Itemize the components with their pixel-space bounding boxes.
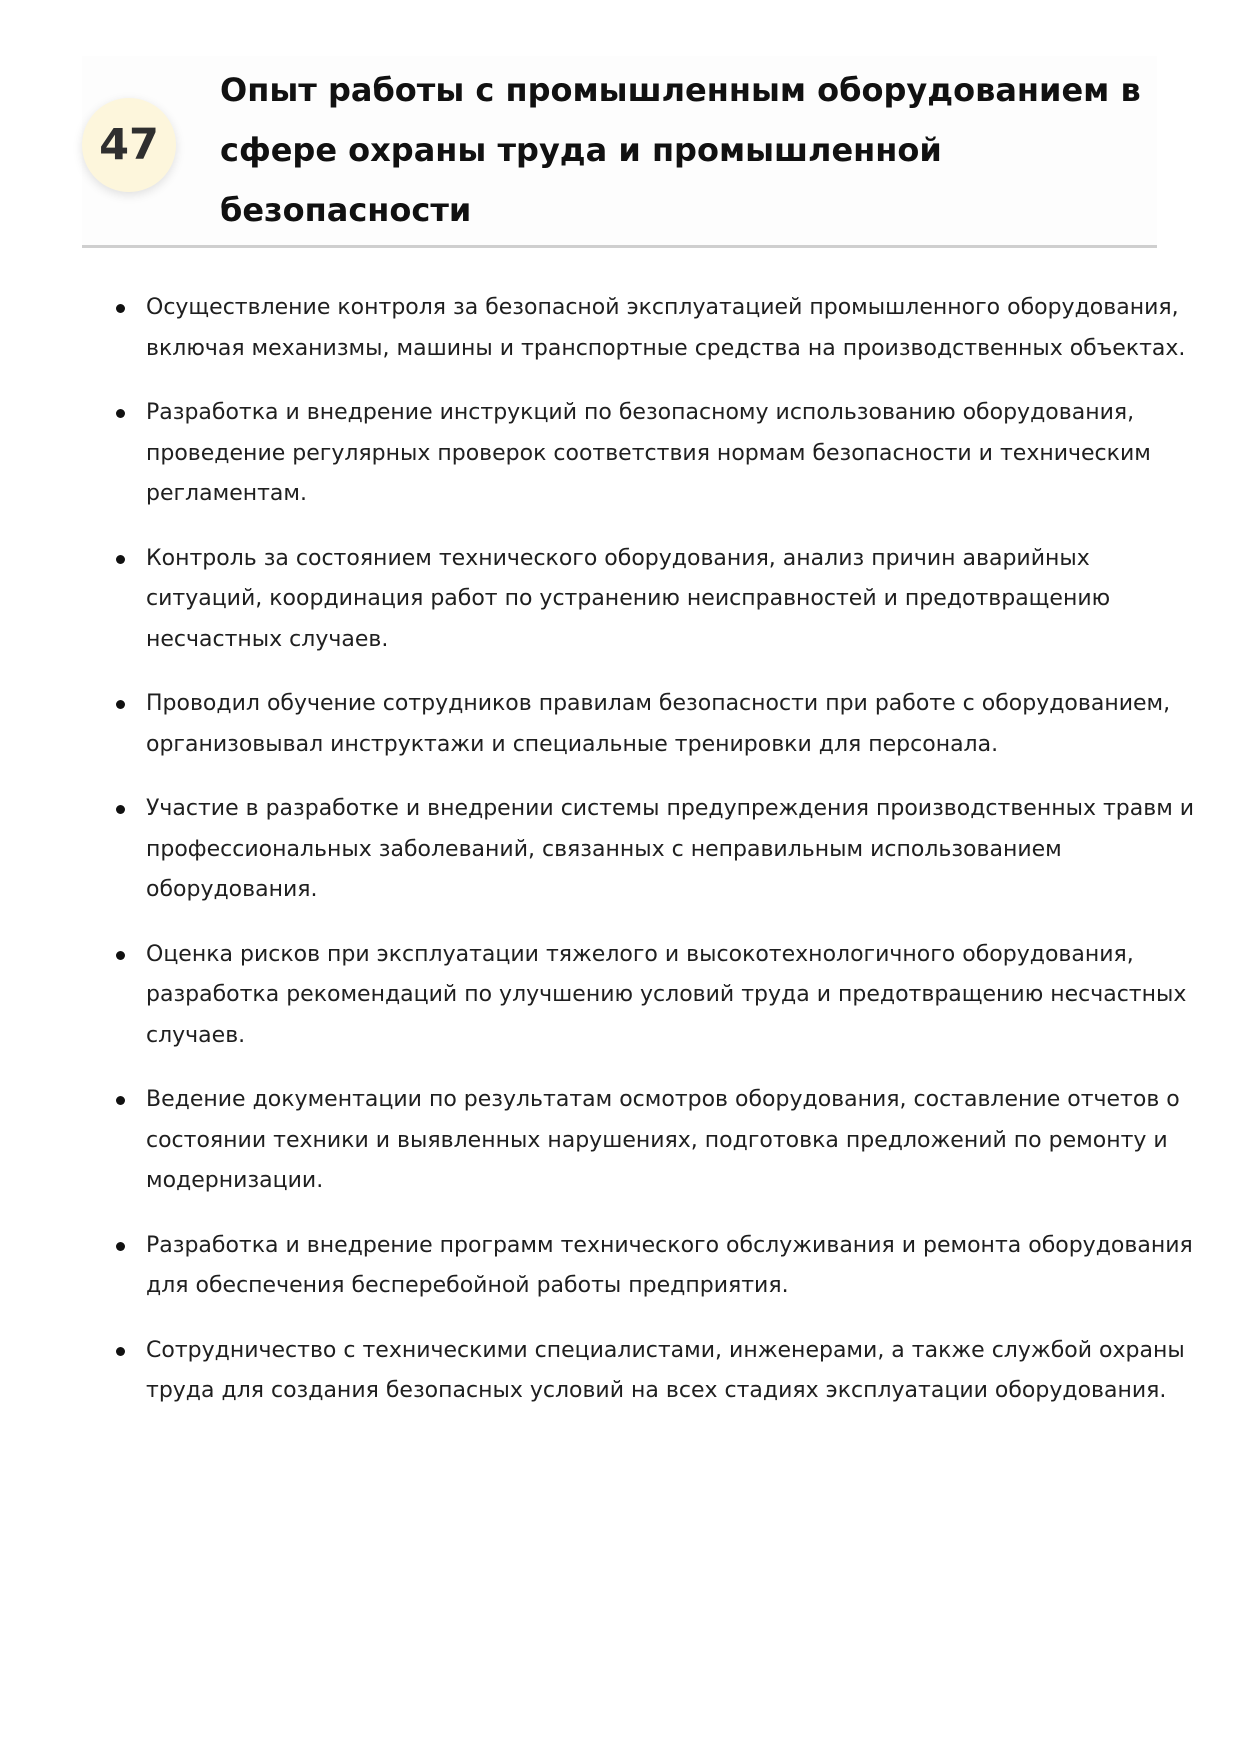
- bullet-icon: [116, 1347, 125, 1356]
- section-number-badge: 47: [82, 98, 176, 192]
- list-item: [146, 684, 1196, 765]
- list-item: [146, 1331, 1196, 1412]
- list-item-text: Сотрудничество с техническими специалистами, инженерами, а также службой охраны труда для создания безопасных условий на всех стадиях эксплуатации оборудования.: [146, 1337, 1185, 1403]
- list-item: [146, 288, 1196, 369]
- list-item-text: Осуществление контроля за безопасной эксплуатацией промышленного оборудования, включая механизмы, машины и транспортные средства на производственных объектах.: [146, 295, 1186, 361]
- bullet-icon: [116, 304, 125, 313]
- list-item: [146, 393, 1196, 515]
- list-item-text: Контроль за состоянием технического оборудования, анализ причин аварийных ситуаций, координация работ по устранению неисправностей и предотвращению несчастных случаев.: [146, 545, 1111, 652]
- bullet-icon: [116, 700, 125, 709]
- section-title: Опыт работы с промышленным оборудованием в сфере охраны труда и промышленной безопасности: [220, 71, 1141, 229]
- list-item: [146, 539, 1196, 661]
- bullet-icon: [116, 1096, 125, 1105]
- bullet-icon: [116, 951, 125, 960]
- list-item: [146, 935, 1196, 1057]
- bullet-icon: [116, 805, 125, 814]
- bullet-icon: [116, 555, 125, 564]
- list-item: [146, 1080, 1196, 1202]
- list-item-text: Оценка рисков при эксплуатации тяжелого и высокотехнологичного оборудования, разработка рекомендаций по улучшению условий труда и предотвращению несчастных случаев.: [146, 941, 1187, 1048]
- list-item-text: Ведение документации по результатам осмотров оборудования, составление отчетов о состоянии техники и выявленных нарушениях, подготовка предложений по ремонту и модернизации.: [146, 1087, 1180, 1193]
- list-item: [146, 1226, 1196, 1307]
- bullet-icon: [116, 1242, 125, 1251]
- bullet-icon: [116, 409, 125, 418]
- list-item: [146, 789, 1196, 911]
- section-header: [82, 56, 1157, 248]
- list-item-text: Проводил обучение сотрудников правилам безопасности при работе с оборудованием, организовывал инструктажи и специальные тренировки для персонала.: [146, 691, 1171, 757]
- list-item-text: Разработка и внедрение программ технического обслуживания и ремонта оборудования для обеспечения бесперебойной работы предприятия.: [146, 1232, 1193, 1298]
- list-item-text: Участие в разработке и внедрении системы предупреждения производственных травм и профессиональных заболеваний, связанных с неправильным использованием оборудования.: [146, 796, 1195, 902]
- list-item-text: Разработка и внедрение инструкций по безопасному использованию оборудования, проведение регулярных проверок соответствия нормам безопасности и техническим регламентам.: [146, 400, 1151, 506]
- bullet-list: [110, 288, 1196, 1436]
